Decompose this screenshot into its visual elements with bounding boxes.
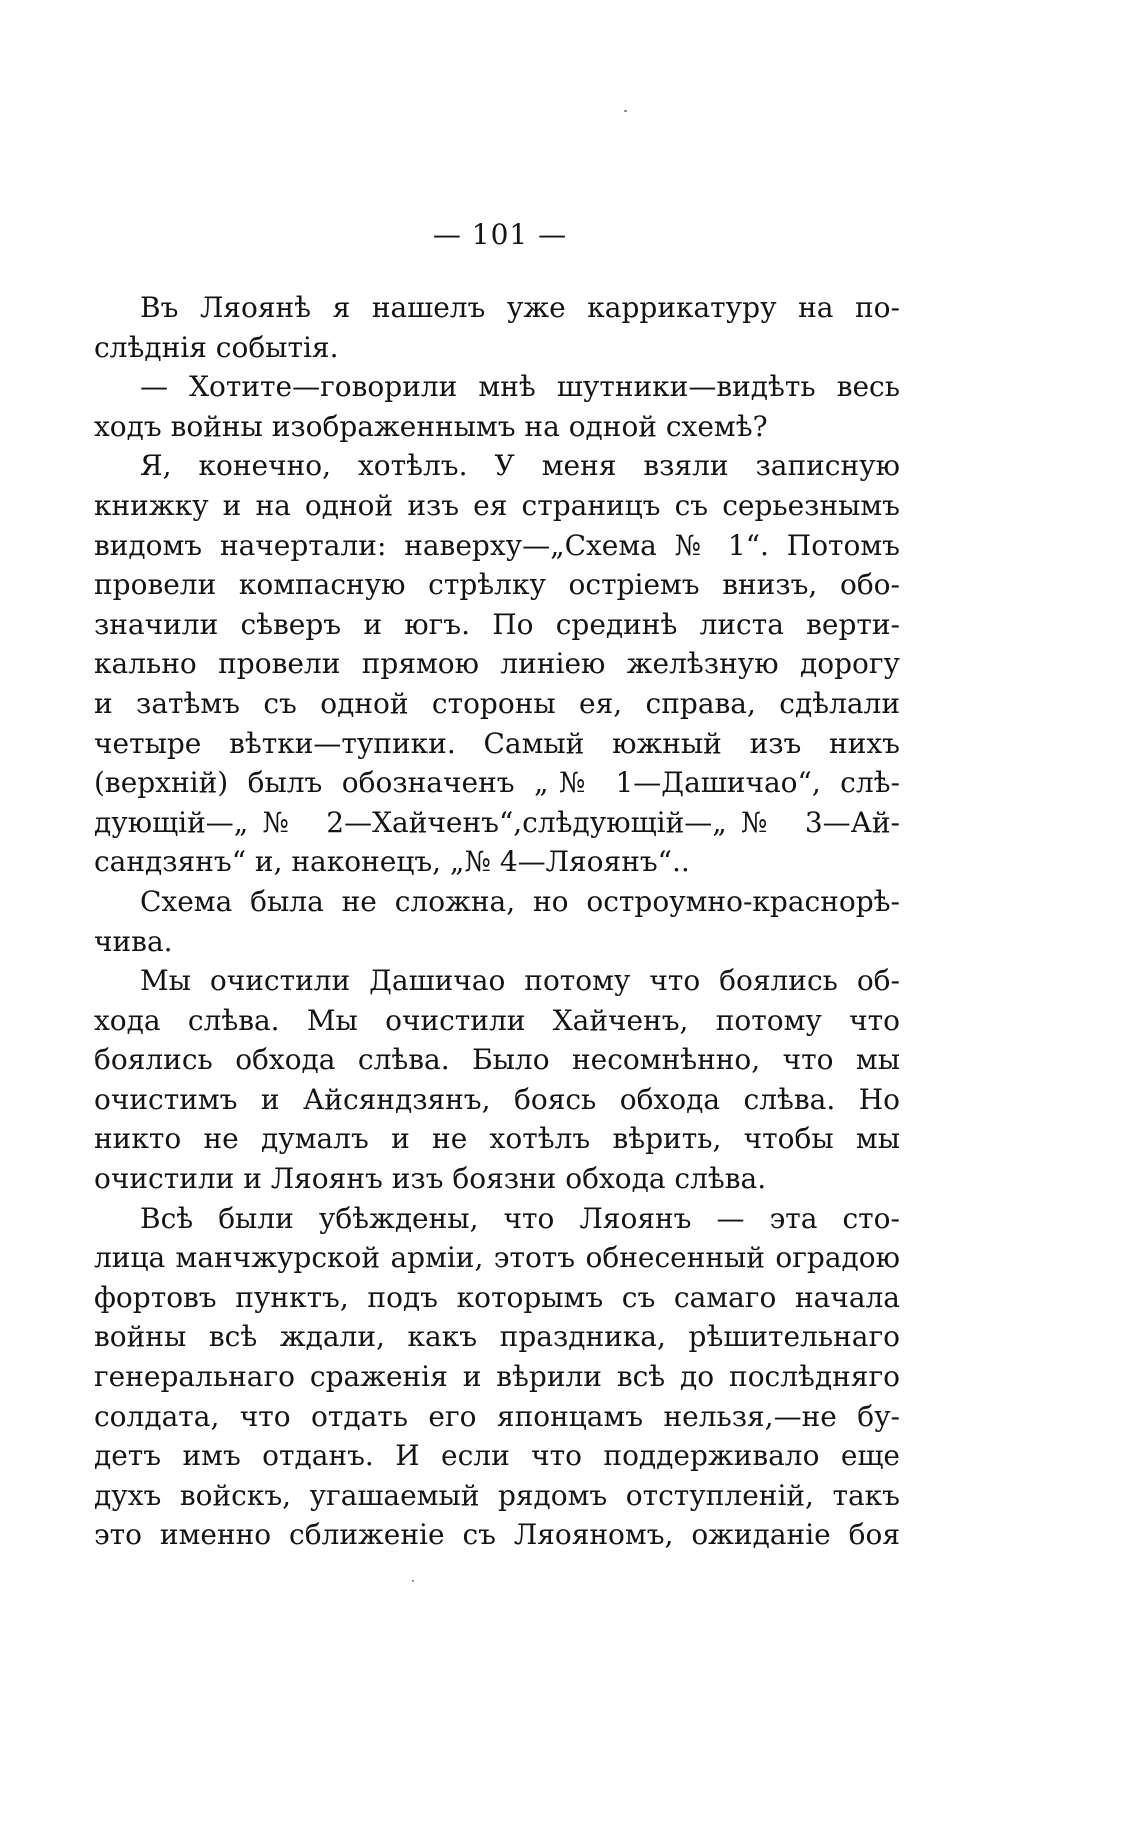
text-line: это именно сближеніе съ Ляояномъ, ожиданіе боя [94, 1518, 900, 1552]
text-line: видомъ начертали: наверху—„Схема № 1“. Потомъ [94, 528, 900, 562]
text-line: кально провели прямою линіею желѣзную дорогу [94, 647, 900, 681]
text-line: Въ Ляоянѣ я нашелъ уже каррикатуру на по- [140, 291, 900, 324]
text-line: книжку и на одной изъ ея страницъ съ серьезнымъ [94, 488, 900, 522]
text-line: солдата, что отдать его японцамъ нельзя,—не бу- [94, 1399, 900, 1433]
text-line: дующій—„№ 2—Хайченъ“,слѣдующій—„№ 3—Ай- [94, 805, 900, 839]
text-line: очистимъ и Айсяндзянъ, боясь обхода слѣва. Но [94, 1082, 900, 1116]
paper-speck [624, 110, 627, 112]
text-line: очистили и Ляоянъ изъ боязни обхода слѣва. [94, 1162, 767, 1196]
text-line: сандзянъ“ и, наконецъ, „№ 4—Ляоянъ“.. [94, 845, 690, 879]
text-line: Мы очистили Дашичао потому что боялись об- [140, 964, 900, 998]
text-line: Я, конечно, хотѣлъ. У меня взяли записную [140, 449, 900, 483]
text-line: (верхній) былъ обозначенъ „№ 1—Дашичао“, слѣ- [94, 766, 900, 800]
body-text [94, 288, 900, 1555]
text-line: значили сѣверъ и югъ. По срединѣ листа верти- [94, 607, 900, 641]
text-line: слѣднія событія. [94, 330, 339, 364]
text-line: провели компасную стрѣлку остріемъ внизъ, обо- [94, 568, 900, 602]
text-line: детъ имъ отданъ. И если что поддерживало еще [94, 1439, 900, 1473]
text-line: и затѣмъ съ одной стороны ея, справа, сдѣлали [94, 686, 900, 720]
text-line: духъ войскъ, угашаемый рядомъ отступленій, такъ [94, 1478, 900, 1512]
text-line: лица манчжурской арміи, этотъ обнесенный оградою [94, 1241, 900, 1275]
text-line: войны всѣ ждали, какъ праздника, рѣшительнаго [94, 1320, 900, 1354]
text-line: фортовъ пунктъ, подъ которымъ съ самаго начала [94, 1280, 900, 1314]
text-line: чива. [94, 924, 173, 958]
text-line: генеральнаго сраженія и вѣрили всѣ до послѣдняго [94, 1360, 900, 1394]
paper-speck [412, 1580, 414, 1582]
text-line: Схема была не сложна, но остроумно-краснорѣ- [140, 884, 900, 918]
text-line: никто не думалъ и не хотѣлъ вѣрить, чтобы мы [94, 1122, 900, 1156]
text-line: четыре вѣтки—тупики. Самый южный изъ нихъ [94, 726, 900, 760]
text-line: Всѣ были убѣждены, что Ляоянъ — эта сто- [140, 1201, 900, 1235]
text-line: ходъ войны изображеннымъ на одной схемѣ? [94, 409, 768, 443]
text-line: хода слѣва. Мы очистили Хайченъ, потому что [94, 1003, 900, 1037]
text-line: — Хотите—говорили мнѣ шутники—видѣть весь [140, 370, 900, 404]
page-number: — 101 — [432, 218, 568, 251]
text-line: боялись обхода слѣва. Было несомнѣнно, что мы [94, 1043, 900, 1077]
